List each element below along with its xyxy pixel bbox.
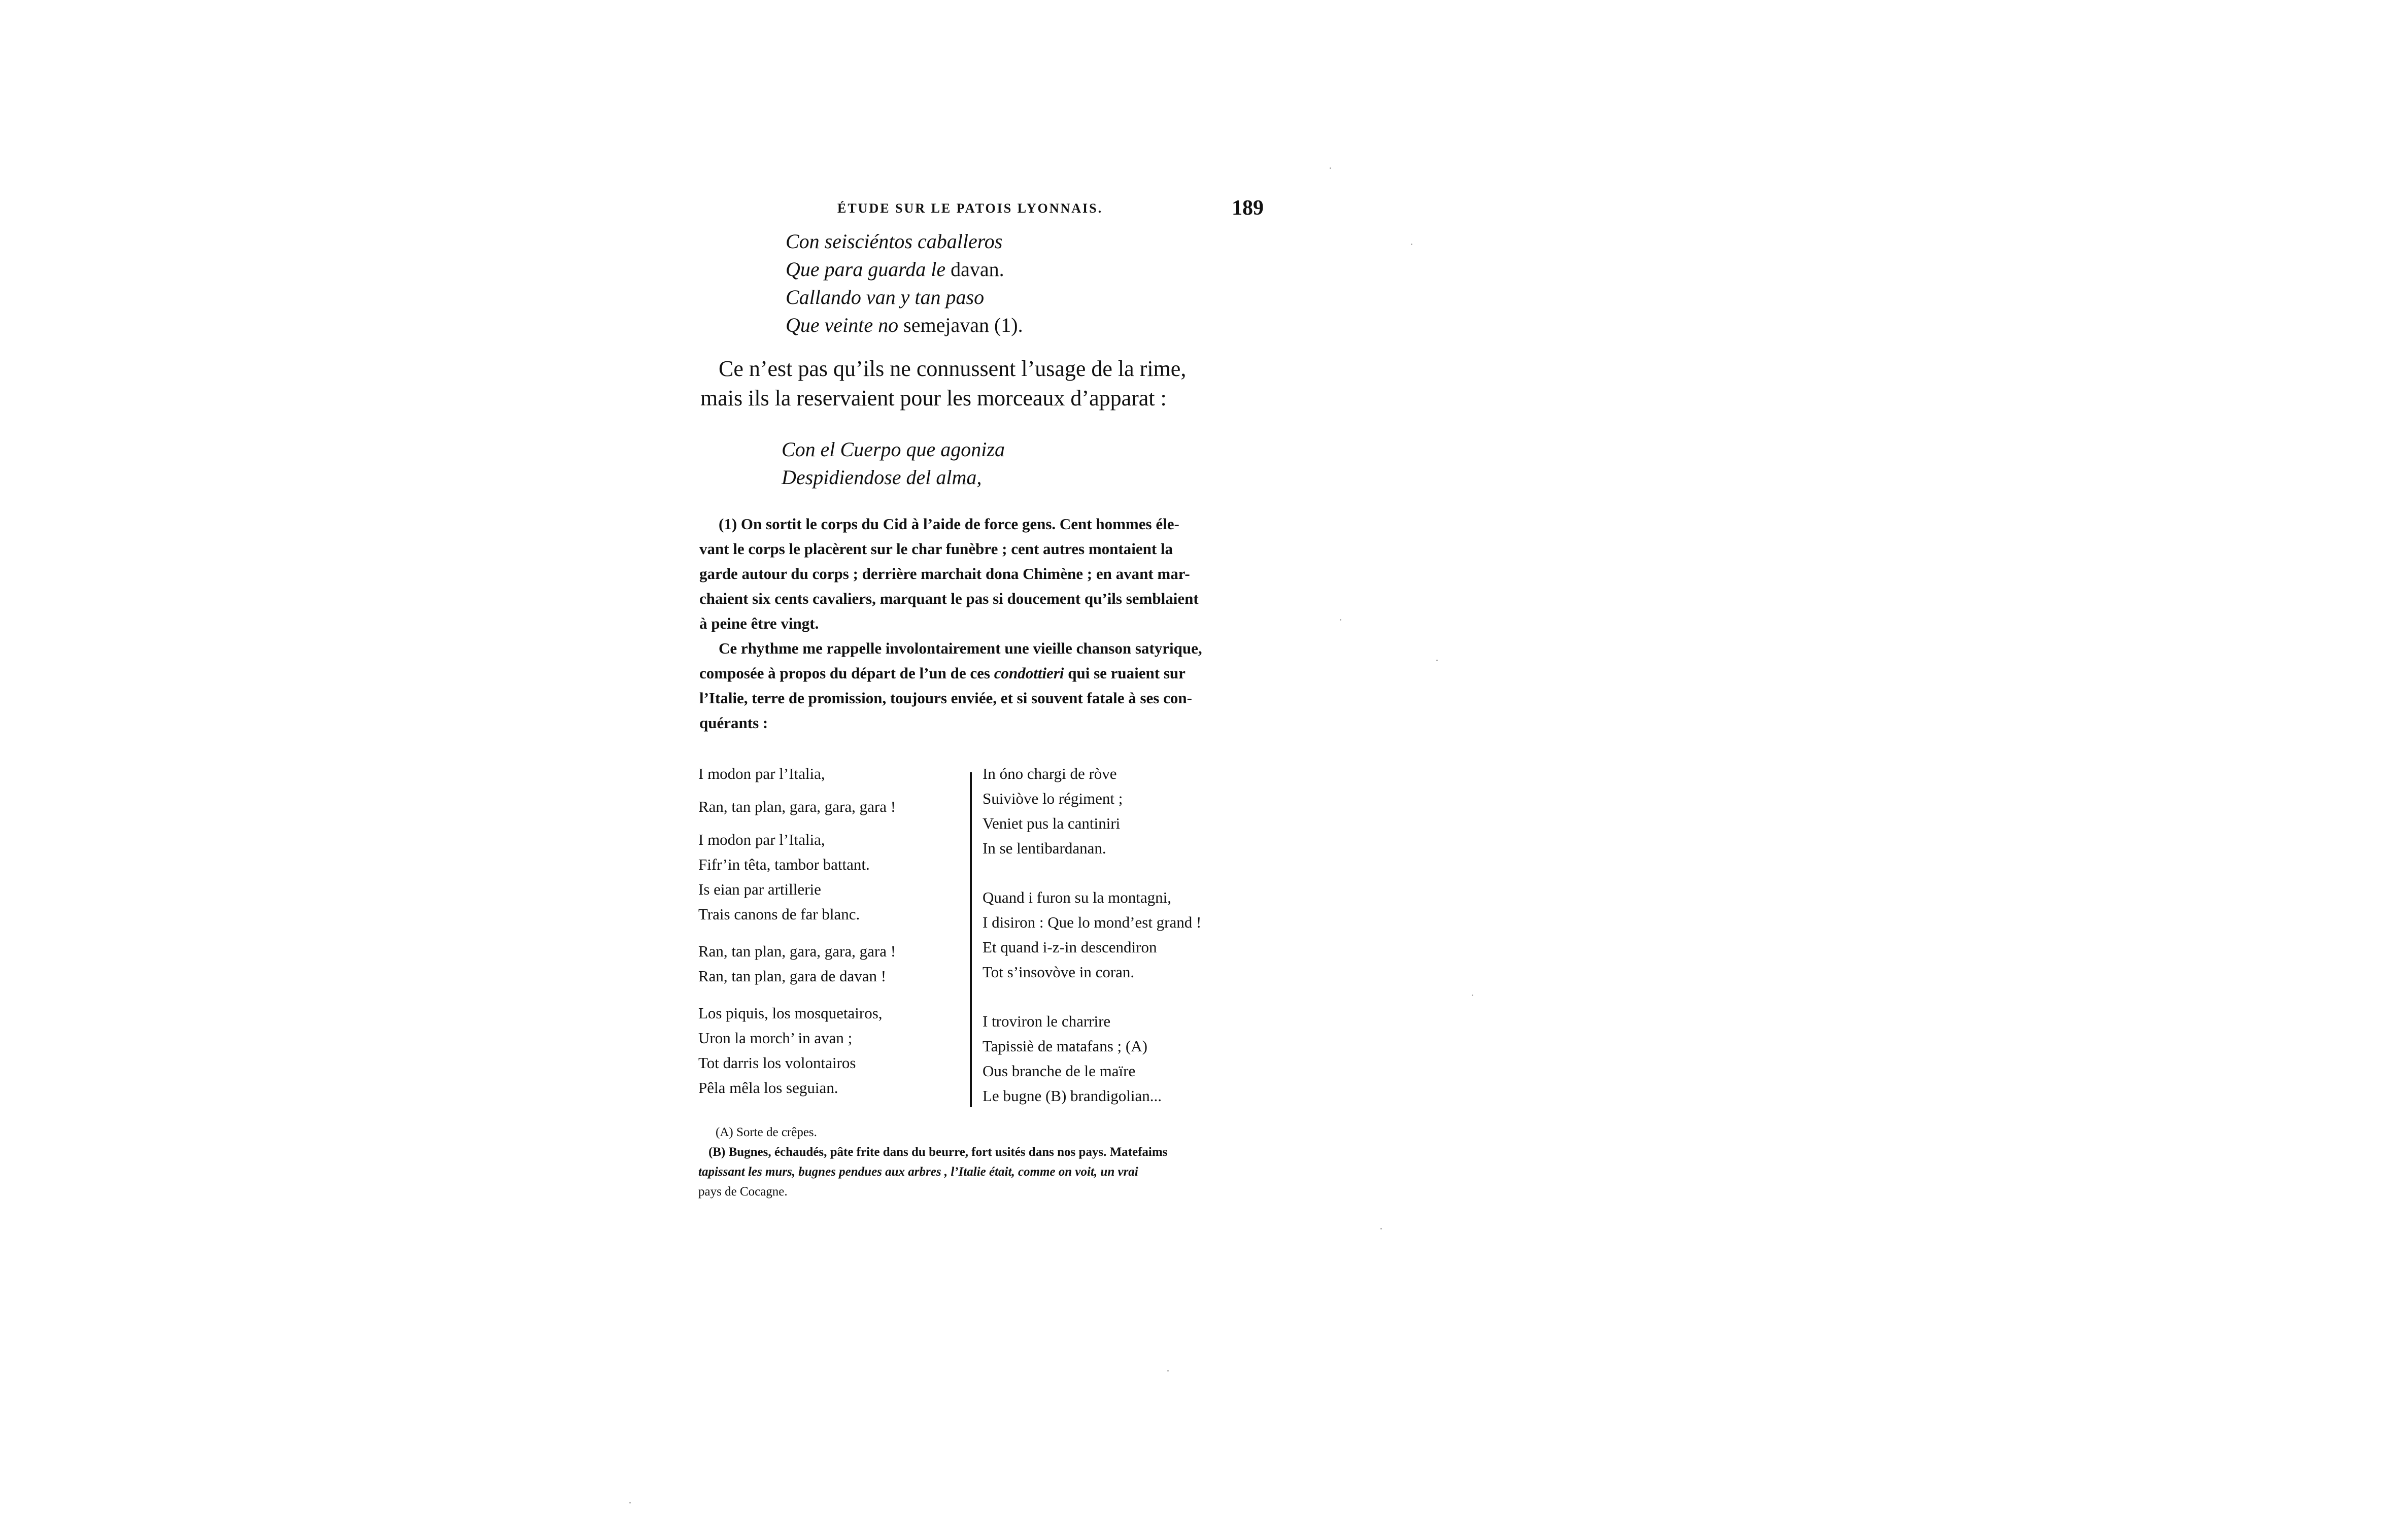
song-line: I disiron : Que lo mond’est grand ! <box>983 913 1202 931</box>
footnote-line: Ce rhythme me rappelle involontairement une vieille chanson satyrique, <box>719 639 1202 657</box>
page-header <box>837 196 1264 226</box>
song-line: In se lentibardanan. <box>983 839 1106 857</box>
footnote-1 <box>699 511 1202 735</box>
song-line: In óno chargi de ròve <box>983 765 1117 782</box>
footnote-line: (1) On sortit le corps du Cid à l’aide de force gens. Cent hommes éle- <box>719 515 1179 533</box>
song-line: I modon par l’Italia, <box>698 831 825 848</box>
song-line: Veniet pus la cantiniri <box>983 814 1121 832</box>
footnote-line: composée à propos du départ de l’un de ces condottieri qui se ruaient sur <box>699 664 1186 682</box>
song-line: Quand i furon su la montagni, <box>983 888 1171 906</box>
verse-line: Callando van y tan paso <box>786 286 985 309</box>
footnote-line: chaient six cents cavaliers, marquant le pas si doucement qu’ils semblaient <box>699 590 1199 607</box>
song-line: Uron la morch’ in avan ; <box>698 1029 853 1047</box>
song-line: Tot darris los volontairos <box>698 1054 856 1072</box>
verse-quotation-1 <box>786 227 1023 339</box>
footnote-line: quérants : <box>699 714 768 732</box>
song-right-column <box>983 761 1201 1108</box>
song-line: Ran, tan plan, gara, gara, gara ! <box>698 798 896 815</box>
song-line: Tapissiè de matafans ; (A) <box>983 1037 1147 1055</box>
column-divider <box>970 772 972 1107</box>
footnote-line: l’Italie, terre de promission, toujours enviée, et si souvent fatale à ses con- <box>699 689 1192 707</box>
footnote-line: (B) Bugnes, échaudés, pâte frite dans du beurre, fort usités dans nos pays. Matefaims <box>708 1145 1168 1159</box>
paragraph-line: mais ils la reservaient pour les morceaux d’apparat : <box>700 386 1167 410</box>
verse-line: Con el Cuerpo que agoniza <box>782 438 1005 461</box>
song-line: Ran, tan plan, gara de davan ! <box>698 967 887 985</box>
verse-line: Con seisciéntos caballeros <box>786 230 1003 253</box>
song-line: Fifr’in têta, tambor battant. <box>698 855 870 873</box>
verse-line: Despidiendose del alma, <box>782 466 982 489</box>
song-line: Ous branche de le maïre <box>983 1062 1136 1080</box>
footnote-2 <box>698 1122 1167 1202</box>
body-paragraph <box>700 354 1186 413</box>
song-line: Pêla mêla los seguian. <box>698 1079 838 1097</box>
footnote-line: garde autour du corps ; derrière marchait dona Chimène ; en avant mar- <box>699 565 1190 583</box>
footnote-line: tapissant les murs, bugnes pendues aux arbres , l’Italie était, comme on voit, un vrai <box>698 1165 1138 1179</box>
footnote-line: pays de Cocagne. <box>698 1185 788 1199</box>
verse-line: Que para guarda le davan. <box>786 258 1004 281</box>
song-line: I modon par l’Italia, <box>698 765 825 782</box>
song-line: Tot s’insovòve in coran. <box>983 963 1135 981</box>
song-line: Le bugne (B) brandigolian... <box>983 1087 1162 1105</box>
verse-quotation-2 <box>782 435 1005 491</box>
song-line: Los piquis, los mosquetairos, <box>698 1004 883 1022</box>
song-line: Et quand i-z-in descendiron <box>983 938 1157 956</box>
song-line: I troviron le charrire <box>983 1012 1111 1030</box>
page-number: 189 <box>1232 196 1264 220</box>
song-line: Ran, tan plan, gara, gara, gara ! <box>698 942 896 960</box>
paragraph-line: Ce n’est pas qu’ils ne connussent l’usage de la rime, <box>719 356 1187 381</box>
song-line: Trais canons de far blanc. <box>698 905 860 923</box>
song-line: Suiviòve lo régiment ; <box>983 790 1123 807</box>
song-line: Is eian par artillerie <box>698 880 821 898</box>
verse-line: Que veinte no semejavan (1). <box>786 314 1023 336</box>
footnote-line: à peine être vingt. <box>699 614 819 632</box>
running-title: ÉTUDE SUR LE PATOIS LYONNAIS. <box>837 201 1103 216</box>
song-left-column <box>698 761 896 1100</box>
footnote-line: vant le corps le placèrent sur le char funèbre ; cent autres montaient la <box>699 540 1173 558</box>
footnote-line: (A) Sorte de crêpes. <box>716 1125 817 1139</box>
